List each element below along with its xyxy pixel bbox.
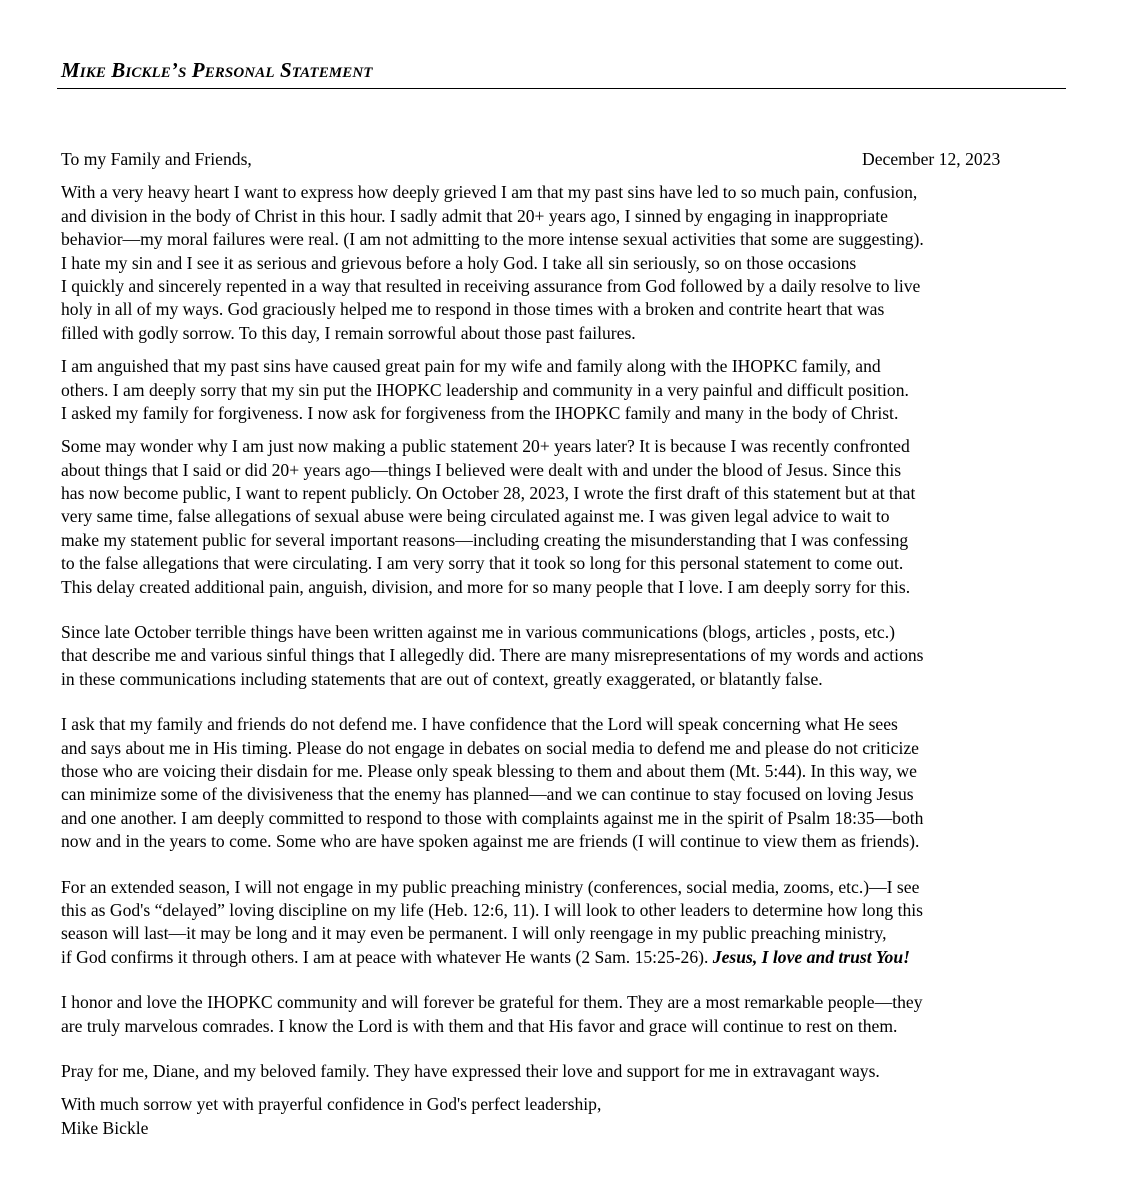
paragraph-line: I quickly and sincerely repented in a way that resulted in receiving assurance from God followed by a daily resolve to live — [61, 275, 921, 296]
paragraph-7 — [61, 991, 1071, 1038]
paragraph-line: Pray for me, Diane, and my beloved family. They have expressed their love and support for me in extravagant ways. — [61, 1060, 880, 1081]
paragraph-line: this as God's “delayed” loving discipline on my life (Heb. 12:6, 11). I will look to other leaders to determine how long this — [61, 899, 923, 920]
paragraph-line: I asked my family for forgiveness. I now ask for forgiveness from the IHOPKC family and many in the body of Christ. — [61, 402, 899, 423]
paragraph-2 — [61, 355, 1071, 425]
paragraph-line: to the false allegations that were circulating. I am very sorry that it took so long for this personal statement to come out. — [61, 553, 904, 574]
paragraph-line: those who are voicing their disdain for me. Please only speak blessing to them and about them (Mt. 5:44). In this way, we — [61, 760, 917, 781]
paragraph-3 — [61, 435, 1071, 599]
paragraph-line: Some may wonder why I am just now making a public statement 20+ years later? It is because I was recently confronted — [61, 436, 910, 457]
paragraph-line: This delay created additional pain, anguish, division, and more for so many people that I love. I am deeply sorry for this. — [61, 576, 911, 597]
paragraph-line: now and in the years to come. Some who are have spoken against me are friends (I will continue to view them as friends). — [61, 831, 920, 852]
letter-date: December 12, 2023 — [862, 149, 1001, 169]
paragraph-line: in these communications including statements that are out of context, greatly exaggerated, or blatantly false. — [61, 668, 823, 689]
paragraph-line: season will last—it may be long and it may even be permanent. I will only reengage in my public preaching ministry, — [61, 923, 887, 944]
paragraph-line: Since late October terrible things have been written against me in various communications (blogs, articles , posts, etc.) — [61, 622, 896, 643]
paragraph-8 — [61, 1060, 1071, 1083]
closing-block — [61, 1093, 1071, 1140]
paragraph-line: I ask that my family and friends do not defend me. I have confidence that the Lord will speak concerning what He sees — [61, 714, 898, 735]
paragraph-line: and says about me in His timing. Please do not engage in debates on social media to defend me and please do not criticize — [61, 737, 919, 758]
paragraph-line: has now become public, I want to repent publicly. On October 28, 2023, I wrote the first draft of this statement but at that — [61, 483, 916, 504]
paragraph-line: about things that I said or did 20+ years ago—things I believed were dealt with and under the blood of Jesus. Since this — [61, 459, 902, 480]
salutation: To my Family and Friends, — [61, 149, 252, 169]
paragraph-line-text: if God confirms it through others. I am at peace with whatever He wants (2 Sam. 15:25-26). — [61, 946, 713, 967]
paragraph-6 — [61, 876, 1071, 970]
paragraph-5 — [61, 713, 1071, 853]
paragraph-line: holy in all of my ways. God graciously helped me to respond in those times with a broken and contrite heart that was — [61, 299, 885, 320]
paragraph-line: others. I am deeply sorry that my sin put the IHOPKC leadership and community in a very painful and difficult position. — [61, 379, 909, 400]
paragraph-line: behavior—my moral failures were real. (I am not admitting to the more intense sexual activities that some are suggesting). — [61, 229, 924, 250]
document-header — [57, 58, 1066, 89]
paragraph-line-with-emphasis — [61, 946, 1071, 969]
signature: Mike Bickle — [61, 1117, 149, 1138]
paragraph-1 — [61, 181, 1071, 345]
paragraph-line: make my statement public for several important reasons—including creating the misunderstanding that I was confessing — [61, 529, 909, 550]
paragraph-line: and division in the body of Christ in this hour. I sadly admit that 20+ years ago, I sinned by engaging in inappropriate — [61, 205, 888, 226]
salutation-row — [61, 148, 1071, 171]
letter-body — [61, 148, 1071, 1140]
closing-line: With much sorrow yet with prayerful confidence in God's perfect leadership, — [61, 1094, 602, 1115]
paragraph-line: very same time, false allegations of sexual abuse were being circulated against me. I was given legal advice to wait to — [61, 506, 890, 527]
paragraph-4 — [61, 621, 1071, 691]
document-title: Mike Bickle’s Personal Statement — [61, 58, 373, 82]
paragraph-line: are truly marvelous comrades. I know the Lord is with them and that His favor and grace will continue to rest on them. — [61, 1015, 898, 1036]
paragraph-line: For an extended season, I will not engage in my public preaching ministry (conferences, social media, zooms, etc.)—I see — [61, 876, 920, 897]
paragraph-line: and one another. I am deeply committed to respond to those with complaints against me in the spirit of Psalm 18:35—both — [61, 807, 924, 828]
paragraph-line: can minimize some of the divisiveness that the enemy has planned—and we can continue to stay focused on loving Jesus — [61, 784, 914, 805]
paragraph-line: filled with godly sorrow. To this day, I remain sorrowful about those past failures. — [61, 322, 636, 343]
paragraph-line: that describe me and various sinful things that I allegedly did. There are many misrepresentations of my words and actions — [61, 645, 924, 666]
emphasis-text: Jesus, I love and trust You! — [712, 946, 910, 967]
paragraph-line: I am anguished that my past sins have caused great pain for my wife and family along with the IHOPKC family, and — [61, 356, 881, 377]
paragraph-line: I hate my sin and I see it as serious and grievous before a holy God. I take all sin seriously, so on those occasions — [61, 252, 857, 273]
paragraph-line: I honor and love the IHOPKC community and will forever be grateful for them. They are a most remarkable people—they — [61, 992, 923, 1013]
paragraph-line: With a very heavy heart I want to express how deeply grieved I am that my past sins have led to so much pain, confusion, — [61, 182, 918, 203]
